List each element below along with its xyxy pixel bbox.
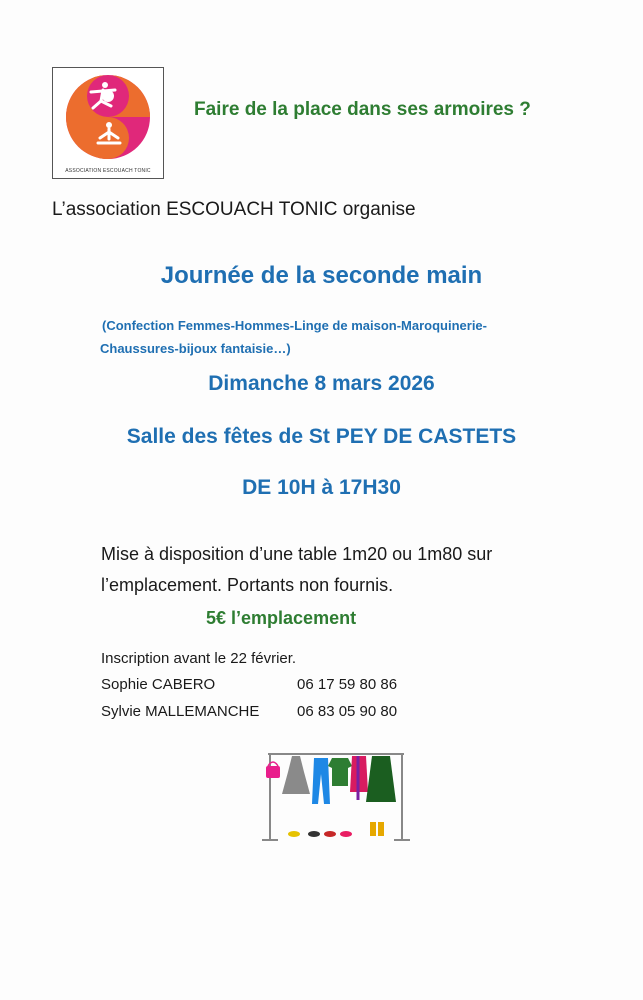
info-line-1: Mise à disposition d’une table 1m20 ou 1m80 sur: [101, 544, 493, 564]
items-list-line-1: (Confection Femmes-Hommes-Linge de maison-Maroquinerie-: [102, 318, 487, 333]
logo-caption: ASSOCIATION ESCOUACH TONIC: [65, 168, 151, 174]
registration-deadline: Inscription avant le 22 février.: [101, 650, 297, 667]
association-logo: [52, 67, 164, 179]
headline: Faire de la place dans ses armoires ?: [194, 99, 531, 120]
yin-yang-yoga-icon: [53, 68, 163, 178]
items-list-line-2: Chaussures-bijoux fantaisie…): [100, 341, 291, 356]
event-date: Dimanche 8 mars 2026: [208, 372, 435, 395]
contact-phone: 06 17 59 80 86: [297, 676, 398, 693]
event-venue: Salle des fêtes de St PEY DE CASTETS: [126, 425, 517, 448]
event-hours: DE 10H à 17H30: [242, 476, 401, 499]
event-title: Journée de la seconde main: [160, 262, 483, 289]
clothes-rack-icon: [258, 742, 412, 848]
price: 5€ l’emplacement: [206, 608, 357, 628]
contact-name: Sylvie MALLEMANCHE: [101, 703, 260, 720]
intro-text: L’association ESCOUACH TONIC organise: [52, 199, 416, 220]
info-line-2: l’emplacement. Portants non fournis.: [101, 575, 394, 595]
contact-name: Sophie CABERO: [101, 676, 216, 693]
contact-phone: 06 83 05 90 80: [297, 703, 398, 720]
